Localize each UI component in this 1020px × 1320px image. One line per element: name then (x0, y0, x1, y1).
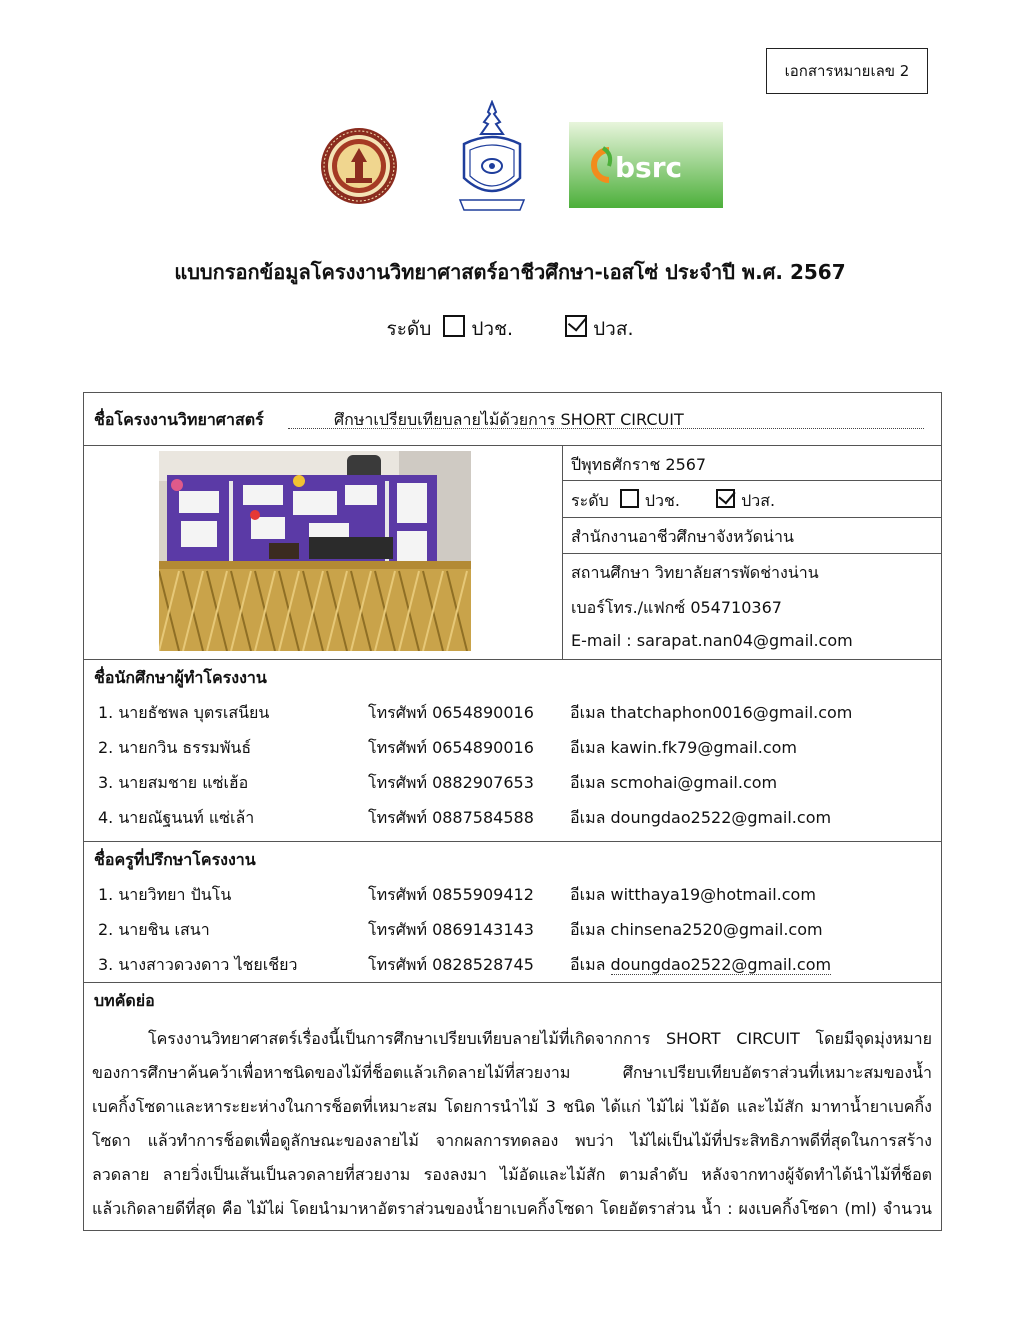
abstract-header: บทคัดย่อ (94, 991, 155, 1010)
project-year: ปีพุทธศักราช 2567 (571, 455, 707, 474)
advisor-name: 1. นายวิทยา ปันโน (98, 885, 232, 904)
crest-logo (456, 100, 528, 214)
project-school: สถานศึกษา วิทยาลัยสารพัดช่างน่าน (571, 563, 819, 582)
advisor-phone: โทรศัพท์ 0855909412 (368, 885, 534, 904)
divider-vertical (562, 445, 563, 659)
student-phone: โทรศัพท์ 0882907653 (368, 773, 534, 792)
divider (562, 480, 941, 481)
project-office: สำนักงานอาชีวศึกษาจังหวัดน่าน (571, 527, 794, 546)
advisor-phone: โทรศัพท์ 0869143143 (368, 920, 534, 939)
abstract-body (92, 1022, 932, 1226)
student-phone: โทรศัพท์ 0654890016 (368, 703, 534, 722)
advisor-phone: โทรศัพท์ 0828528745 (368, 955, 534, 974)
advisor-email-prefix: อีเมล (570, 955, 611, 974)
project-level (571, 489, 775, 514)
project-checkbox-higher-vocational-cert[interactable] (716, 489, 735, 508)
divider (84, 659, 941, 660)
abstract-line: เบคกิ้งโซดาและหาระยะห่างในการช็อตที่เหมาะสม โดยการนำไม้ 3 ชนิด ได้แก่ ไม้ไผ่ ไม้อัด และไม้สัก มาทาน้ำยาเบคกิ้ง (92, 1097, 932, 1116)
project-info-table (83, 392, 942, 1231)
project-checkbox-vocational-cert[interactable] (620, 489, 639, 508)
level-prefix: ระดับ (386, 318, 432, 340)
project-level-option-1: ปวช. (644, 491, 680, 510)
advisor-name: 2. นายชิน เสนา (98, 920, 210, 939)
student-email: อีเมล thatchaphon0016@gmail.com (570, 703, 853, 722)
advisors-header: ชื่อครูที่ปรึกษาโครงงาน (94, 850, 256, 869)
abstract-line: ของการศึกษาค้นคว้าเพื่อหาชนิดของไม้ที่ช็อตแล้วเกิดลายไม้ที่สวยงาม ศึกษาเปรียบเทียบอัตราส่วนที่เหมาะสมของน้ำ (92, 1063, 932, 1082)
student-name: 2. นายกวิน ธรรมพันธ์ (98, 738, 252, 757)
advisor-email: อีเมล witthaya19@hotmail.com (570, 885, 816, 904)
checkbox-vocational-cert[interactable] (443, 315, 465, 337)
student-name: 4. นายณัฐนนท์ แซ่เล้า (98, 808, 255, 827)
advisor-name: 3. นางสาวดวงดาว ไชยเชียว (98, 955, 298, 974)
abstract-line: โครงงานวิทยาศาสตร์เรื่องนี้เป็นการศึกษาเปรียบเทียบลายไม้ที่เกิดจากการ SHORT CIRCUIT โดยมีจุดมุ่งหมาย (148, 1029, 932, 1048)
advisor-email: อีเมล chinsena2520@gmail.com (570, 920, 823, 939)
students-header: ชื่อนักศึกษาผู้ทำโครงงาน (94, 668, 267, 687)
project-name-label: ชื่อโครงงานวิทยาศาสตร์ (94, 410, 264, 429)
abstract-line: โซดา แล้วทำการช็อตเพื่อดูลักษณะของลายไม้ จากผลการทดลอง พบว่า ไม้ไผ่เป็นไม้ที่ประสิทธิภาพดีที่สุดในการสร้าง (92, 1131, 932, 1150)
student-phone: โทรศัพท์ 0887584588 (368, 808, 534, 827)
project-phone: เบอร์โทร./แฟกซ์ 054710367 (571, 598, 782, 617)
student-email: อีเมล kawin.fk79@gmail.com (570, 738, 798, 757)
advisor-email (570, 953, 831, 978)
level-option-2: ปวส. (593, 318, 634, 340)
abstract-line: แล้วเกิดลายดีที่สุด คือ ไม้ไผ่ โดยนำมาหาอัตราส่วนของน้ำยาเบคกิ้งโซดา โดยอัตราส่วน น้ำ : ผงเบคกิ้งโซดา (ml) จำนวน (92, 1199, 932, 1218)
student-name: 1. นายธัชพล บุตรเสนียน (98, 703, 270, 722)
student-email: อีเมล scmohai@gmail.com (570, 773, 778, 792)
abstract-line: ลวดลาย ลายวิ่งเป็นเส้นเป็นลวดลายที่สวยงาม รองลงมา ไม้อัดและไม้สัก ตามลำดับ หลังจากทางผู้จัดทำได้นำไม้ที่ช็อต (92, 1165, 932, 1184)
project-level-option-2: ปวส. (741, 491, 776, 510)
vec-seal-logo (319, 126, 399, 206)
level-option-1: ปวช. (471, 318, 514, 340)
document-number: เอกสารหมายเลข 2 (784, 62, 910, 80)
checkbox-higher-vocational-cert[interactable] (565, 315, 587, 337)
document-number-box (766, 48, 928, 94)
student-name: 3. นายสมชาย แซ่เฮ้อ (98, 773, 249, 792)
form-title: แบบกรอกข้อมูลโครงงานวิทยาศาสตร์อาชีวศึกษา-เอสโซ่ ประจำปี พ.ศ. 2567 (174, 260, 846, 284)
bsrc-logo-text: bsrc (615, 151, 683, 184)
project-email: E-mail : sarapat.nan04@gmail.com (571, 631, 853, 650)
advisor-email-link[interactable]: doungdao2522@gmail.com (610, 955, 832, 974)
project-exhibit-photo (159, 451, 471, 651)
project-name-value: ศึกษาเปรียบเทียบลายไม้ด้วยการ SHORT CIRCUIT (334, 410, 684, 429)
divider (562, 517, 941, 518)
bsrc-logo (569, 122, 723, 208)
student-email: อีเมล doungdao2522@gmail.com (570, 808, 832, 827)
divider (562, 553, 941, 554)
student-phone: โทรศัพท์ 0654890016 (368, 738, 534, 757)
level-selector (0, 314, 1020, 344)
divider (84, 445, 941, 446)
divider (84, 841, 941, 842)
project-level-prefix: ระดับ (571, 491, 609, 510)
divider (84, 982, 941, 983)
